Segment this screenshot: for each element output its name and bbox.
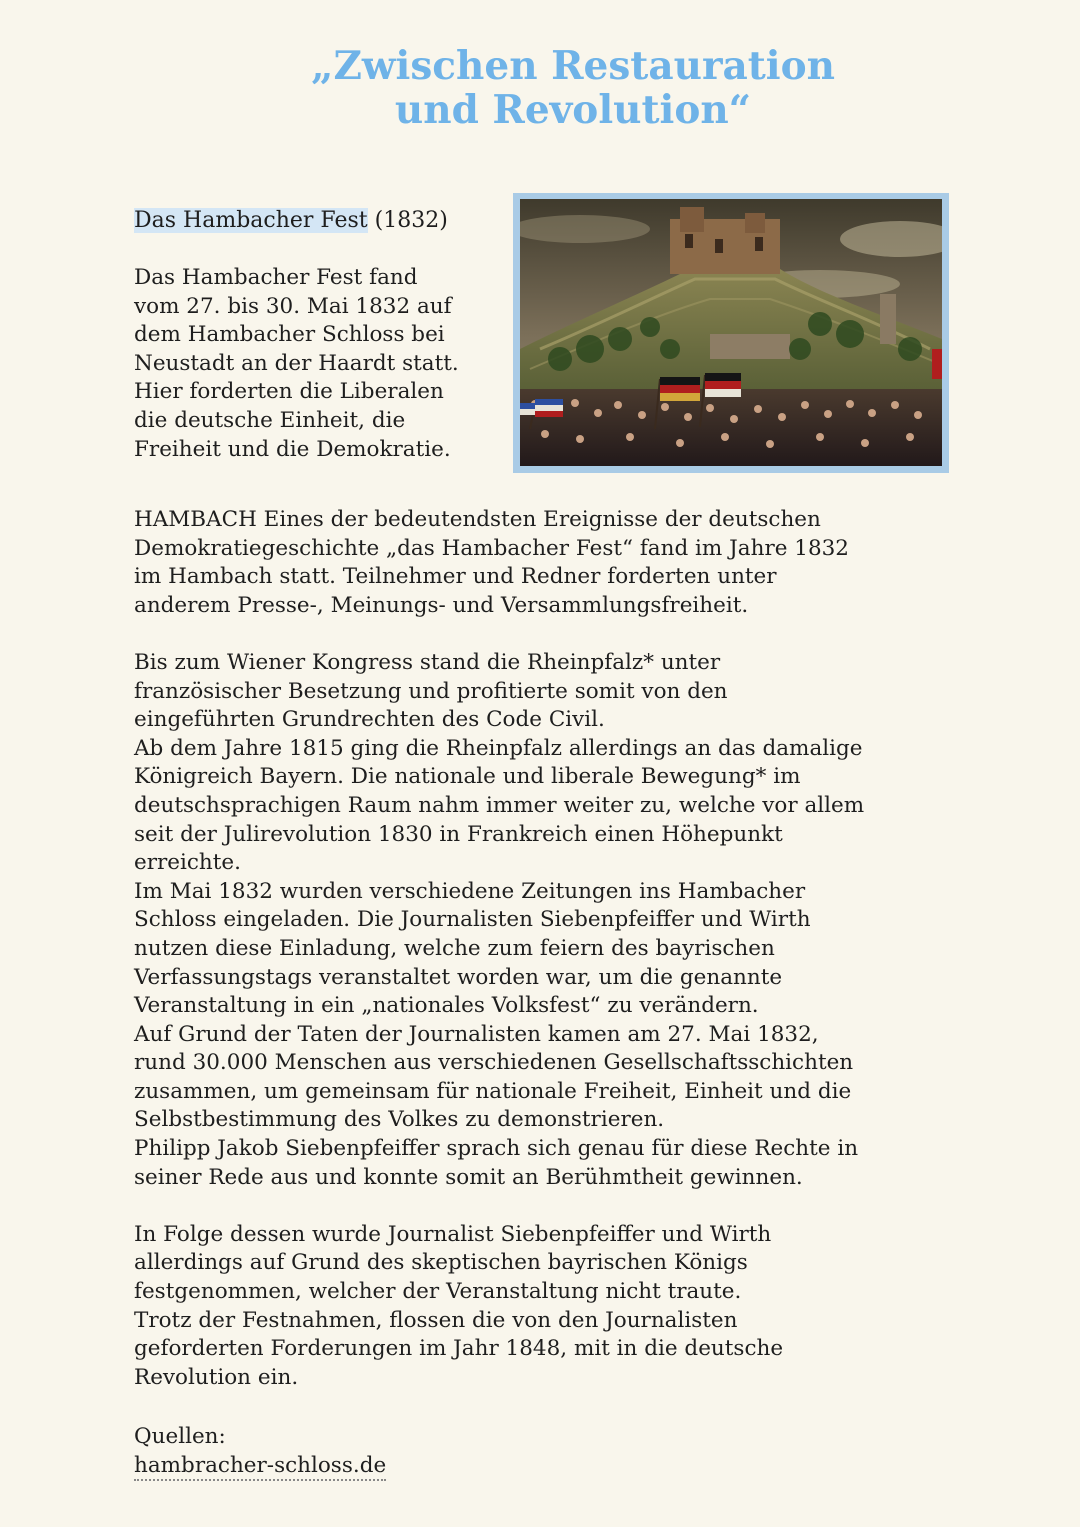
text-line: Verfassungstags veranstaltet worden war, um die genannte xyxy=(134,964,783,990)
section-heading xyxy=(134,206,448,236)
article-body xyxy=(134,506,1034,1392)
text-line: seiner Rede aus und konnte somit an Berühmtheit gewinnen. xyxy=(134,1164,803,1190)
text-line: geforderten Forderungen im Jahr 1848, mit in die deutsche xyxy=(134,1336,784,1362)
source-link[interactable]: hambracher-schloss.de xyxy=(134,1453,386,1481)
text-line: Veranstaltung in ein „nationales Volksfest“ zu verändern. xyxy=(134,993,759,1019)
text-line: Trotz der Festnahmen, flossen die von den Journalisten xyxy=(134,1307,738,1333)
intro-line: Das Hambacher Fest fand xyxy=(134,265,418,290)
paragraph-hambach xyxy=(134,506,1034,620)
text-line: Bis zum Wiener Kongress stand die Rheinpfalz* unter xyxy=(134,649,721,675)
text-line: seit der Julirevolution 1830 in Frankreich einen Höhepunkt xyxy=(134,821,783,847)
text-line: Auf Grund der Taten der Journalisten kamen am 27. Mai 1832, xyxy=(134,1021,819,1047)
page-title-line-1: „Zwischen Restauration xyxy=(311,43,835,89)
paragraph-consequences xyxy=(134,1221,1034,1393)
text-line: rund 30.000 Menschen aus verschiedenen Gesellschaftsschichten xyxy=(134,1050,854,1076)
intro-line: dem Hambacher Schloss bei xyxy=(134,322,445,348)
text-line: französischer Besetzung und profitierte somit von den xyxy=(134,678,728,704)
text-line: Selbstbestimmung des Volkes zu demonstrieren. xyxy=(134,1107,665,1133)
painting-image xyxy=(520,199,942,466)
intro-line: vom 27. bis 30. Mai 1832 auf xyxy=(134,293,452,319)
sources-section xyxy=(134,1423,386,1480)
text-line: In Folge dessen wurde Journalist Siebenpfeiffer und Wirth xyxy=(134,1221,772,1247)
text-line: nutzen diese Einladung, welche zum feiern des bayrischen xyxy=(134,935,775,961)
text-line: anderem Presse-, Meinungs- und Versammlungsfreiheit. xyxy=(134,592,749,618)
intro-line: Neustadt an der Haardt statt. xyxy=(134,350,459,376)
section-heading-year: (1832) xyxy=(367,208,448,233)
intro-line: Hier forderten die Liberalen xyxy=(134,379,444,405)
text-line: festgenommen, welcher der Veranstaltung nicht traute. xyxy=(134,1279,742,1305)
paragraph-history xyxy=(134,649,1034,1192)
text-line: zusammen, um gemeinsam für nationale Freiheit, Einheit und die xyxy=(134,1078,852,1104)
hambacher-fest-painting xyxy=(513,193,949,473)
text-line: allerdings auf Grund des skeptischen bayrischen Königs xyxy=(134,1250,748,1276)
text-line: Schloss eingeladen. Die Journalisten Siebenpfeiffer und Wirth xyxy=(134,907,811,933)
intro-line: Freiheit und die Demokratie. xyxy=(134,436,451,462)
page-title xyxy=(0,44,1080,132)
sources-label: Quellen: xyxy=(134,1424,226,1449)
page-title-line-2: und Revolution“ xyxy=(394,87,752,133)
text-line: Philipp Jakob Siebenpfeiffer sprach sich genau für diese Rechte in xyxy=(134,1136,859,1162)
text-line: eingeführten Grundrechten des Code Civil. xyxy=(134,707,605,733)
text-line: Ab dem Jahre 1815 ging die Rheinpfalz allerdings an das damalige xyxy=(134,735,863,761)
text-line: erreichte. xyxy=(134,850,241,876)
text-line: Revolution ein. xyxy=(134,1364,299,1390)
text-line: im Hambach statt. Teilnehmer und Redner forderten unter xyxy=(134,564,777,590)
text-line: Demokratiegeschichte „das Hambacher Fest“ fand im Jahre 1832 xyxy=(134,535,849,561)
intro-paragraph xyxy=(134,264,504,464)
text-line: deutschsprachigen Raum nahm immer weiter zu, welche vor allem xyxy=(134,792,865,818)
text-line: Im Mai 1832 wurden verschiedene Zeitungen ins Hambacher xyxy=(134,878,806,904)
section-heading-highlight: Das Hambacher Fest xyxy=(134,208,368,233)
intro-line: die deutsche Einheit, die xyxy=(134,407,406,433)
text-line: Königreich Bayern. Die nationale und liberale Bewegung* im xyxy=(134,764,801,790)
text-line: HAMBACH Eines der bedeutendsten Ereignisse der deutschen xyxy=(134,507,821,532)
